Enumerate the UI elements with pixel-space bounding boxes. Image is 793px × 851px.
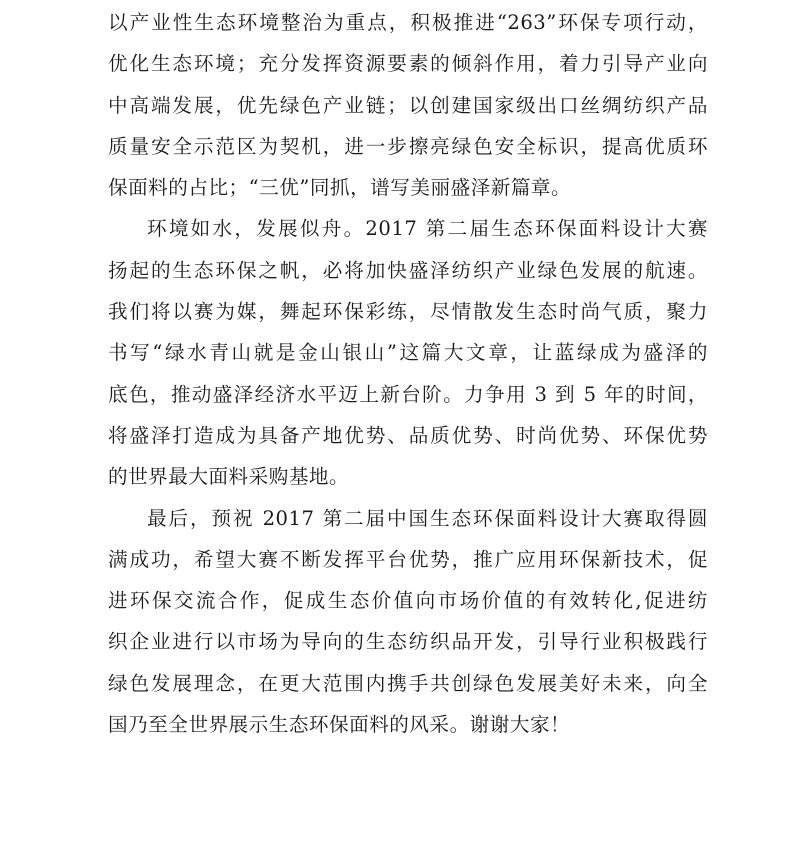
text-line: 保面料的占比；“三优”同抓，谱写美丽盛泽新篇章。 — [108, 176, 572, 200]
text-line: 环境如水，发展似舟。2017 第二届生态环保面料设计大赛 — [147, 217, 708, 241]
text-line: 书写“绿水青山就是金山银山”这篇大文章，让蓝绿成为盛泽的 — [108, 341, 708, 365]
text-line: 扬起的生态环保之帆，必将加快盛泽纺织产业绿色发展的航速。 — [108, 258, 708, 282]
text-line: 进环保交流合作，促成生态价值向市场价值的有效转化,促进纺 — [108, 589, 708, 613]
text-line: 底色，推动盛泽经济水平迈上新台阶。力争用 3 到 5 年的时间， — [108, 382, 708, 406]
text-line: 将盛泽打造成为具备产地优势、品质优势、时尚优势、环保优势 — [108, 423, 708, 447]
text-line: 织企业进行以市场为导向的生态纺织品开发，引导行业积极践行 — [108, 630, 708, 654]
body-text — [108, 2, 708, 745]
text-line: 我们将以赛为媒，舞起环保彩练，尽情散发生态时尚气质，聚力 — [108, 300, 708, 324]
text-line: 的世界最大面料采购基地。 — [108, 465, 350, 489]
text-line: 质量安全示范区为契机，进一步擦亮绿色安全标识，提高优质环 — [108, 134, 708, 158]
text-line: 国乃至全世界展示生态环保面料的风采。谢谢大家！ — [108, 713, 571, 737]
text-line: 绿色发展理念，在更大范围内携手共创绿色发展美好未来，向全 — [108, 671, 708, 695]
paragraph-1 — [108, 2, 708, 208]
text-line: 中高端发展，优先绿色产业链；以创建国家级出口丝绸纺织产品 — [108, 93, 708, 117]
paragraph-2 — [108, 208, 708, 497]
paragraph-3 — [108, 498, 708, 746]
text-line: 满成功，希望大赛不断发挥平台优势，推广应用环保新技术，促 — [108, 547, 708, 571]
text-line: 以产业性生态环境整治为重点，积极推进“263”环保专项行动， — [108, 11, 708, 34]
text-line: 最后，预祝 2017 第二届中国生态环保面料设计大赛取得圆 — [147, 506, 708, 530]
text-line: 优化生态环境；充分发挥资源要素的倾斜作用，着力引导产业向 — [108, 52, 708, 76]
